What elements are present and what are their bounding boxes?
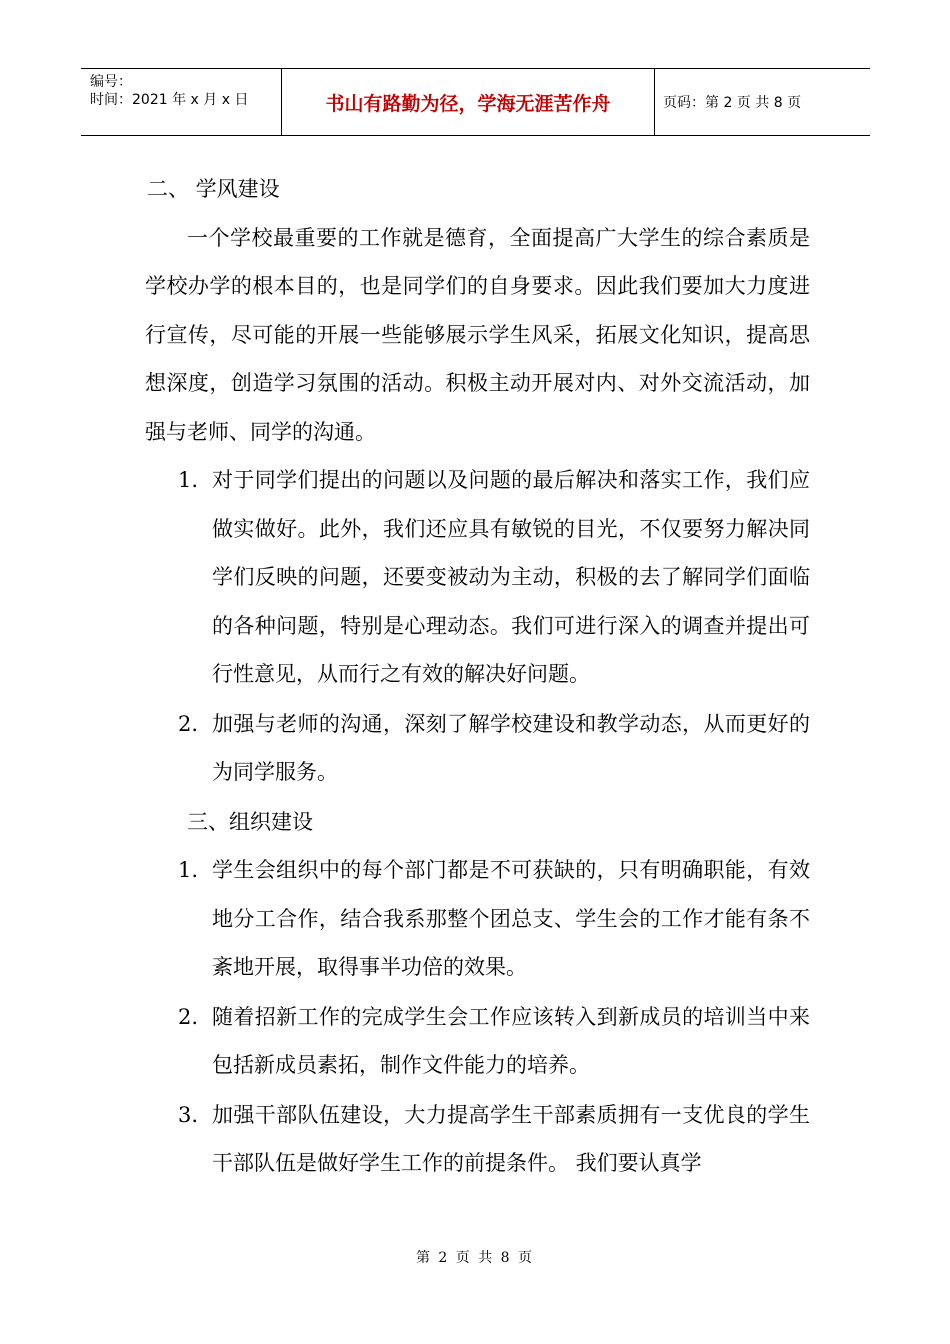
page-footer: 第 2 页 共 8 页: [415, 1250, 535, 1266]
list-number: 1.: [178, 858, 199, 882]
list-text: 加强与老师的沟通，深刻了解学校建设和教学动态，从而更好的为同学服务。: [212, 711, 810, 784]
date-label: 时间：2021 年 x 月 x 日: [90, 92, 249, 108]
list-item: [135, 700, 810, 797]
list-number: 3.: [178, 1102, 199, 1127]
header-page-info: 页码：第 2 页 共 8 页: [663, 95, 802, 111]
section-heading-2: 二、 学风建设: [147, 177, 280, 201]
list-item: [135, 993, 810, 1090]
document-header: [81, 68, 870, 136]
list-text: 对于同学们提出的问题以及问题的最后解决和落实工作，我们应做实做好。此外，我们还应具有敏锐的目光，不仅要努力解决同学们反映的问题，还要变被动为主动，积极的去了解同学们面临的各种问题，特别是心理动态。我们可进行深入的调查并提出可行性意见，从而行之有效的解决好问题。: [212, 468, 810, 686]
header-meta: [81, 69, 282, 135]
header-motto: 书山有路勤为径，学海无涯苦作舟: [282, 69, 655, 135]
document-body: [145, 165, 810, 1189]
list-item: [135, 846, 810, 992]
section-heading-3: 三、组织建设: [187, 809, 313, 834]
list-number: 1.: [178, 468, 199, 492]
list-number: 2.: [178, 711, 199, 736]
list-number: 2.: [178, 1004, 199, 1029]
number-label: 编号：: [90, 74, 132, 90]
list-text: 加强干部队伍建设，大力提高学生干部素质拥有一支优良的学生干部队伍是做好学生工作的前提条件。 我们要认真学: [212, 1102, 810, 1175]
list-text: 随着招新工作的完成学生会工作应该转入到新成员的培训当中来包括新成员素拓，制作文件能力的培养。: [212, 1004, 810, 1077]
list-item: [135, 456, 810, 699]
paragraph-1: 一个学校最重要的工作就是德育，全面提高广大学生的综合素质是学校办学的根本目的，也是同学们的自身要求。因此我们要加大力度进行宣传，尽可能的开展一些能够展示学生风采，拓展文化知识，提高思想深度，创造学习氛围的活动。积极主动开展对内、对外交流活动，加强与老师、同学的沟通。: [145, 225, 810, 444]
list-b: [135, 846, 810, 1188]
list-item: [135, 1091, 810, 1188]
list-text: 学生会组织中的每个部门都是不可获缺的，只有明确职能，有效地分工合作，结合我系那整个团总支、学生会的工作才能有条不紊地开展，取得事半功倍的效果。: [212, 858, 810, 979]
list-a: [135, 456, 810, 797]
